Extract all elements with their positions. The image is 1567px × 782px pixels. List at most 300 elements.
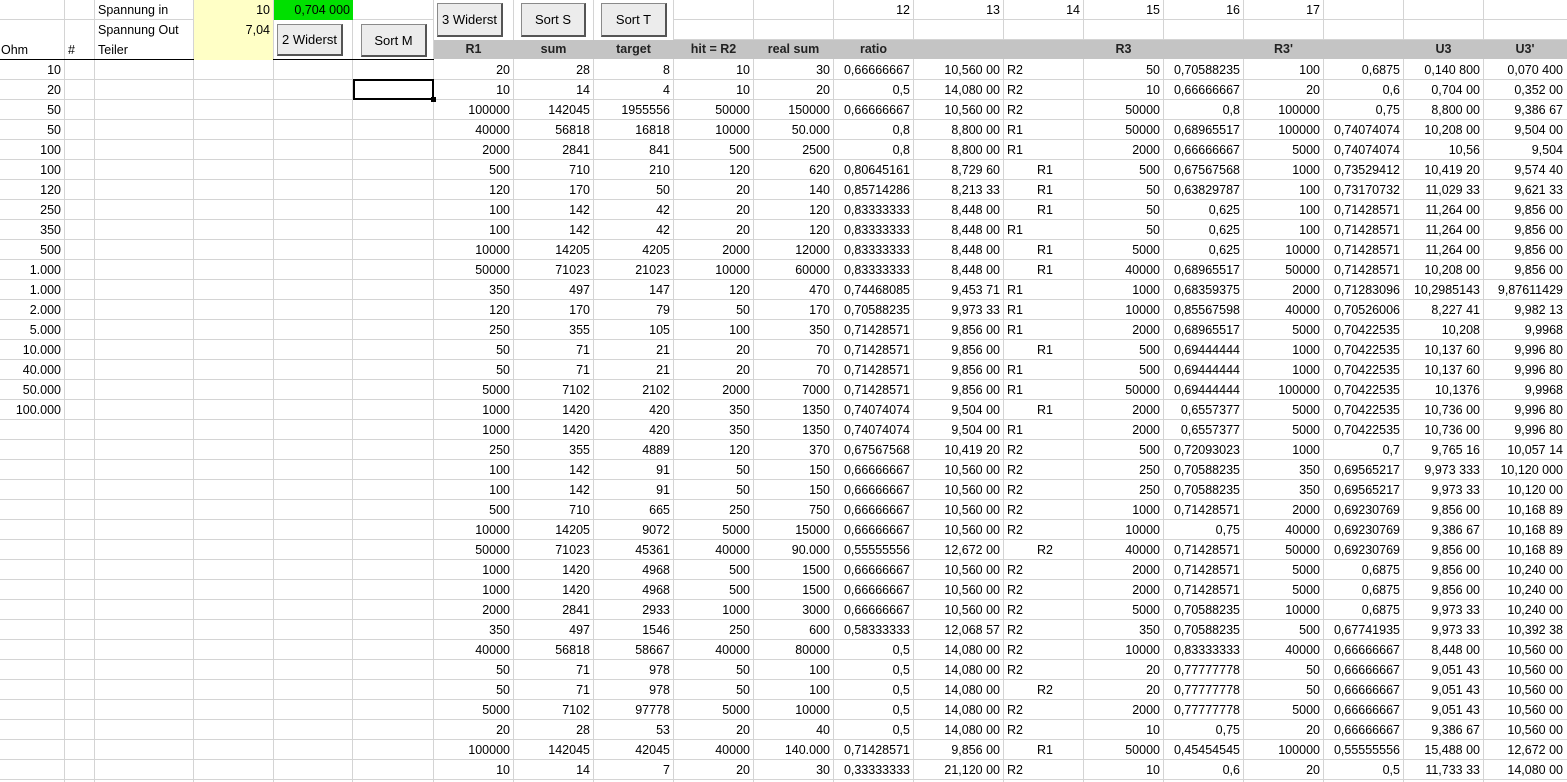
- table-cell[interactable]: 90.000: [791, 543, 830, 557]
- table-cell[interactable]: 10: [496, 763, 510, 777]
- table-cell[interactable]: 8,800 00: [951, 123, 1000, 137]
- table-cell[interactable]: 0,58333333: [843, 623, 910, 637]
- selected-cell[interactable]: [353, 79, 434, 100]
- table-cell[interactable]: 497: [569, 623, 590, 637]
- table-cell[interactable]: 50000: [1285, 263, 1320, 277]
- table-cell[interactable]: R1: [1037, 163, 1053, 177]
- table-cell[interactable]: 20: [1306, 83, 1320, 97]
- table-cell[interactable]: [1034, 720, 1084, 740]
- table-cell[interactable]: R2: [1007, 63, 1023, 77]
- table-cell[interactable]: 8,800 00: [951, 143, 1000, 157]
- table-cell[interactable]: 0,69444444: [1173, 383, 1240, 397]
- table-cell[interactable]: 100000: [468, 743, 510, 757]
- table-cell[interactable]: 0,75: [1375, 103, 1400, 117]
- table-cell[interactable]: 470: [809, 283, 830, 297]
- table-cell[interactable]: 21023: [635, 263, 670, 277]
- table-cell[interactable]: 0,68359375: [1173, 283, 1240, 297]
- table-cell[interactable]: 0,68965517: [1173, 263, 1240, 277]
- table-cell[interactable]: 12,672 00: [1507, 743, 1563, 757]
- table-cell[interactable]: 5000: [1292, 583, 1320, 597]
- table-cell[interactable]: 50: [1306, 663, 1320, 677]
- table-cell[interactable]: 0,71428571: [843, 323, 910, 337]
- table-cell[interactable]: 40000: [715, 643, 750, 657]
- table-cell[interactable]: 20: [1146, 683, 1160, 697]
- table-cell[interactable]: 5000: [482, 383, 510, 397]
- table-cell[interactable]: 10: [736, 83, 750, 97]
- table-cell[interactable]: [1034, 700, 1084, 720]
- table-cell[interactable]: 10,208: [1441, 323, 1480, 337]
- table-cell[interactable]: 9,996 80: [1514, 363, 1563, 377]
- table-cell[interactable]: 7: [663, 763, 670, 777]
- table-cell[interactable]: 5000: [722, 523, 750, 537]
- table-cell[interactable]: 10,137 60: [1424, 343, 1480, 357]
- table-cell[interactable]: 9,856 00: [1431, 583, 1480, 597]
- table-cell[interactable]: 5000: [1292, 703, 1320, 717]
- table-cell[interactable]: 56818: [555, 643, 590, 657]
- table-cell[interactable]: 150: [809, 483, 830, 497]
- table-cell[interactable]: 7102: [562, 703, 590, 717]
- table-cell[interactable]: 2000: [1132, 583, 1160, 597]
- table-cell[interactable]: 10,560 00: [944, 463, 1000, 477]
- table-cell[interactable]: 2000: [1292, 503, 1320, 517]
- table-cell[interactable]: 0,69230769: [1333, 523, 1400, 537]
- table-cell[interactable]: 665: [649, 503, 670, 517]
- table-cell[interactable]: 1000: [1292, 363, 1320, 377]
- table-cell[interactable]: 0,85567598: [1173, 303, 1240, 317]
- table-cell[interactable]: 2000: [1132, 323, 1160, 337]
- table-cell[interactable]: 500: [729, 583, 750, 597]
- table-cell[interactable]: 0,6557377: [1180, 403, 1240, 417]
- table-cell[interactable]: 10,240 00: [1507, 563, 1563, 577]
- table-cell[interactable]: 10: [1146, 763, 1160, 777]
- spannung-out-value[interactable]: 7,04: [194, 20, 273, 40]
- table-cell[interactable]: 50000: [1125, 123, 1160, 137]
- table-cell[interactable]: [1034, 140, 1084, 160]
- table-cell[interactable]: 50000: [1125, 103, 1160, 117]
- table-cell[interactable]: 9,9968: [1524, 383, 1563, 397]
- table-cell[interactable]: 620: [809, 163, 830, 177]
- table-cell[interactable]: 0,5: [892, 643, 910, 657]
- table-cell[interactable]: 0,625: [1208, 243, 1240, 257]
- table-cell[interactable]: 45361: [635, 543, 670, 557]
- table-cell[interactable]: 14,080 00: [944, 723, 1000, 737]
- table-cell[interactable]: 9,453 71: [951, 283, 1000, 297]
- table-cell[interactable]: 8,227 41: [1431, 303, 1480, 317]
- ohm-value[interactable]: 50: [47, 123, 61, 137]
- table-cell[interactable]: 100: [729, 323, 750, 337]
- table-cell[interactable]: 10,168 89: [1507, 503, 1563, 517]
- table-cell[interactable]: 250: [489, 443, 510, 457]
- table-cell[interactable]: 1350: [802, 403, 830, 417]
- table-cell[interactable]: 120: [489, 183, 510, 197]
- table-cell[interactable]: 1546: [642, 623, 670, 637]
- table-cell[interactable]: 4889: [642, 443, 670, 457]
- table-cell[interactable]: 142045: [548, 103, 590, 117]
- table-cell[interactable]: 355: [569, 443, 590, 457]
- table-cell[interactable]: 0,70588235: [1173, 623, 1240, 637]
- table-cell[interactable]: 11,733 33: [1425, 763, 1480, 777]
- table-cell[interactable]: 9,856 00: [951, 383, 1000, 397]
- table-cell[interactable]: 5000: [482, 703, 510, 717]
- table-cell[interactable]: 600: [809, 623, 830, 637]
- table-cell[interactable]: 120: [489, 303, 510, 317]
- table-cell[interactable]: 0,704 00: [1431, 83, 1480, 97]
- table-cell[interactable]: 10000: [475, 243, 510, 257]
- table-cell[interactable]: 978: [649, 683, 670, 697]
- table-cell[interactable]: 5000: [1292, 423, 1320, 437]
- table-cell[interactable]: 0,6: [1382, 83, 1400, 97]
- table-cell[interactable]: 9,386 67: [1514, 103, 1563, 117]
- table-cell[interactable]: 10,560 00: [944, 483, 1000, 497]
- table-cell[interactable]: 10000: [1125, 643, 1160, 657]
- table-cell[interactable]: 1350: [802, 423, 830, 437]
- table-cell[interactable]: 9,386 67: [1431, 723, 1480, 737]
- table-cell[interactable]: 50: [736, 663, 750, 677]
- table-cell[interactable]: 0,66666667: [843, 583, 910, 597]
- table-cell[interactable]: 170: [569, 183, 590, 197]
- ohm-value[interactable]: 500: [40, 243, 61, 257]
- table-cell[interactable]: 250: [729, 503, 750, 517]
- table-cell[interactable]: 70: [816, 343, 830, 357]
- table-cell[interactable]: 1000: [482, 583, 510, 597]
- table-cell[interactable]: 170: [569, 303, 590, 317]
- column-header[interactable]: [1004, 40, 1083, 59]
- table-cell[interactable]: 1000: [722, 603, 750, 617]
- column-header[interactable]: hit = R2: [690, 42, 737, 56]
- table-cell[interactable]: 10: [496, 83, 510, 97]
- table-cell[interactable]: 0,70588235: [1173, 63, 1240, 77]
- table-cell[interactable]: 10000: [715, 263, 750, 277]
- column-header[interactable]: R3': [1274, 42, 1293, 56]
- table-cell[interactable]: 10: [1146, 723, 1160, 737]
- table-cell[interactable]: 0,68965517: [1173, 323, 1240, 337]
- ohm-value[interactable]: 20: [47, 83, 61, 97]
- table-cell[interactable]: [1034, 420, 1084, 440]
- table-cell[interactable]: 50: [656, 183, 670, 197]
- table-cell[interactable]: 140: [809, 183, 830, 197]
- table-cell[interactable]: 0,74074074: [843, 423, 910, 437]
- spannung-in-result[interactable]: 0,704 000: [274, 0, 353, 20]
- table-cell[interactable]: 0,70422535: [1333, 343, 1400, 357]
- table-cell[interactable]: 0,66666667: [843, 63, 910, 77]
- table-cell[interactable]: 20: [1146, 663, 1160, 677]
- table-cell[interactable]: 9,996 80: [1514, 423, 1563, 437]
- table-cell[interactable]: 4968: [642, 563, 670, 577]
- table-cell[interactable]: 2933: [642, 603, 670, 617]
- table-cell[interactable]: 0,70422535: [1333, 323, 1400, 337]
- table-cell[interactable]: 0,73170732: [1333, 183, 1400, 197]
- table-cell[interactable]: 40000: [715, 743, 750, 757]
- table-cell[interactable]: 50: [736, 463, 750, 477]
- table-cell[interactable]: 500: [489, 503, 510, 517]
- table-cell[interactable]: 8,800 00: [1431, 103, 1480, 117]
- table-cell[interactable]: [1034, 600, 1084, 620]
- ohm-value[interactable]: 10: [47, 63, 61, 77]
- table-cell[interactable]: 250: [1139, 483, 1160, 497]
- table-cell[interactable]: 40000: [1285, 643, 1320, 657]
- table-cell[interactable]: 20: [1306, 723, 1320, 737]
- table-cell[interactable]: 2000: [1132, 423, 1160, 437]
- table-cell[interactable]: R1: [1037, 343, 1053, 357]
- table-cell[interactable]: 0,69565217: [1333, 483, 1400, 497]
- table-cell[interactable]: 100000: [468, 103, 510, 117]
- table-cell[interactable]: 16818: [635, 123, 670, 137]
- table-cell[interactable]: 100000: [1278, 123, 1320, 137]
- table-cell[interactable]: 50: [1146, 63, 1160, 77]
- table-cell[interactable]: 10,560 00: [1507, 663, 1563, 677]
- table-cell[interactable]: [1034, 220, 1084, 240]
- table-cell[interactable]: 500: [1299, 623, 1320, 637]
- table-cell[interactable]: 250: [1139, 463, 1160, 477]
- ohm-value[interactable]: 120: [40, 183, 61, 197]
- table-cell[interactable]: 80000: [795, 643, 830, 657]
- table-cell[interactable]: R1: [1007, 323, 1023, 337]
- table-cell[interactable]: 0,71428571: [843, 743, 910, 757]
- table-cell[interactable]: R1: [1007, 123, 1023, 137]
- table-cell[interactable]: 0,67567568: [843, 443, 910, 457]
- table-cell[interactable]: 50: [496, 363, 510, 377]
- table-cell[interactable]: 0,71428571: [843, 383, 910, 397]
- table-cell[interactable]: 0,71428571: [1333, 263, 1400, 277]
- table-cell[interactable]: R2: [1037, 683, 1053, 697]
- table-cell[interactable]: 21,120 00: [944, 763, 1000, 777]
- table-cell[interactable]: 10,120 000: [1500, 463, 1563, 477]
- table-cell[interactable]: 120: [809, 223, 830, 237]
- table-cell[interactable]: 14,080 00: [944, 703, 1000, 717]
- table-cell[interactable]: 5000: [1132, 603, 1160, 617]
- table-cell[interactable]: 9,504 00: [1514, 123, 1563, 137]
- table-cell[interactable]: 100: [1299, 223, 1320, 237]
- table-cell[interactable]: [1034, 280, 1084, 300]
- table-cell[interactable]: 0,71428571: [843, 363, 910, 377]
- table-cell[interactable]: 0,71428571: [843, 343, 910, 357]
- table-cell[interactable]: [1034, 100, 1084, 120]
- table-cell[interactable]: 10,560 00: [944, 503, 1000, 517]
- table-cell[interactable]: 5000: [722, 703, 750, 717]
- table-cell[interactable]: 1955556: [621, 103, 670, 117]
- table-cell[interactable]: 0,74074074: [1333, 123, 1400, 137]
- table-cell[interactable]: 2000: [1132, 143, 1160, 157]
- table-cell[interactable]: 14,080 00: [944, 643, 1000, 657]
- table-cell[interactable]: 50: [496, 663, 510, 677]
- table-cell[interactable]: 10000: [715, 123, 750, 137]
- table-cell[interactable]: 0,71428571: [1333, 243, 1400, 257]
- table-cell[interactable]: 20: [736, 343, 750, 357]
- table-cell[interactable]: R2: [1007, 83, 1023, 97]
- table-cell[interactable]: 0,55555556: [843, 543, 910, 557]
- table-cell[interactable]: 0,83333333: [843, 263, 910, 277]
- table-cell[interactable]: 10,168 89: [1507, 543, 1563, 557]
- table-cell[interactable]: 70: [816, 363, 830, 377]
- table-cell[interactable]: 120: [809, 203, 830, 217]
- table-cell[interactable]: 841: [649, 143, 670, 157]
- table-cell[interactable]: 2500: [802, 143, 830, 157]
- table-cell[interactable]: 97778: [635, 703, 670, 717]
- table-cell[interactable]: 120: [729, 443, 750, 457]
- table-cell[interactable]: 10,736 00: [1424, 423, 1480, 437]
- table-cell[interactable]: 1000: [1132, 283, 1160, 297]
- table-cell[interactable]: 0,66666667: [843, 603, 910, 617]
- ohm-value[interactable]: 100.000: [15, 403, 61, 417]
- table-cell[interactable]: 497: [569, 283, 590, 297]
- table-cell[interactable]: 0,6875: [1361, 63, 1400, 77]
- table-cell[interactable]: 500: [1139, 163, 1160, 177]
- table-cell[interactable]: 8,448 00: [1431, 643, 1480, 657]
- table-cell[interactable]: 10,208 00: [1424, 123, 1480, 137]
- table-cell[interactable]: 0,66666667: [1173, 143, 1240, 157]
- table-cell[interactable]: R2: [1007, 523, 1023, 537]
- table-cell[interactable]: R1: [1007, 303, 1023, 317]
- table-cell[interactable]: 2841: [562, 603, 590, 617]
- table-cell[interactable]: 9,856 00: [1431, 563, 1480, 577]
- table-cell[interactable]: 9,87611429: [1497, 283, 1563, 297]
- table-cell[interactable]: 40000: [1285, 303, 1320, 317]
- table-cell[interactable]: 0,63829787: [1173, 183, 1240, 197]
- table-cell[interactable]: 4: [663, 83, 670, 97]
- table-cell[interactable]: 2000: [1132, 703, 1160, 717]
- table-cell[interactable]: 10,168 89: [1507, 523, 1563, 537]
- table-cell[interactable]: 0,77777778: [1173, 663, 1240, 677]
- table-cell[interactable]: 10,240 00: [1507, 583, 1563, 597]
- table-cell[interactable]: 0,80645161: [843, 163, 910, 177]
- table-cell[interactable]: 10,240 00: [1507, 603, 1563, 617]
- table-cell[interactable]: 10,736 00: [1424, 403, 1480, 417]
- column-header[interactable]: real sum: [767, 42, 820, 56]
- ohm-value[interactable]: 250: [40, 203, 61, 217]
- table-cell[interactable]: 0,6: [1222, 763, 1240, 777]
- table-cell[interactable]: R1: [1007, 423, 1023, 437]
- table-cell[interactable]: 120: [729, 283, 750, 297]
- table-cell[interactable]: 12,672 00: [944, 543, 1000, 557]
- table-cell[interactable]: R1: [1007, 283, 1023, 297]
- table-cell[interactable]: 0,8: [892, 123, 910, 137]
- table-cell[interactable]: 0,352 00: [1514, 83, 1563, 97]
- table-cell[interactable]: [1034, 480, 1084, 500]
- table-cell[interactable]: 0,70422535: [1333, 363, 1400, 377]
- table-cell[interactable]: 40: [816, 723, 830, 737]
- table-cell[interactable]: 0,625: [1208, 223, 1240, 237]
- table-cell[interactable]: 1000: [1292, 163, 1320, 177]
- table-cell[interactable]: 20: [496, 723, 510, 737]
- table-cell[interactable]: 3000: [802, 603, 830, 617]
- table-cell[interactable]: 15,488 00: [1424, 743, 1480, 757]
- column-header[interactable]: [914, 40, 1003, 59]
- table-cell[interactable]: 5000: [1292, 143, 1320, 157]
- table-cell[interactable]: 0,69230769: [1333, 543, 1400, 557]
- table-cell[interactable]: 0,6557377: [1180, 423, 1240, 437]
- table-cell[interactable]: 14,080 00: [944, 683, 1000, 697]
- table-cell[interactable]: 100: [1299, 203, 1320, 217]
- table-cell[interactable]: 0,67741935: [1333, 623, 1400, 637]
- table-cell[interactable]: 0,83333333: [843, 203, 910, 217]
- table-cell[interactable]: 40000: [475, 643, 510, 657]
- table-cell[interactable]: 10,560 00: [944, 583, 1000, 597]
- table-cell[interactable]: 8,729 60: [951, 163, 1000, 177]
- table-cell[interactable]: 0,70588235: [1173, 463, 1240, 477]
- table-cell[interactable]: 100: [1299, 183, 1320, 197]
- table-cell[interactable]: 100000: [1278, 743, 1320, 757]
- table-cell[interactable]: 9,856 00: [1514, 203, 1563, 217]
- table-cell[interactable]: 40000: [1285, 523, 1320, 537]
- table-cell[interactable]: 100: [809, 683, 830, 697]
- table-cell[interactable]: 20: [736, 723, 750, 737]
- table-cell[interactable]: 71: [576, 663, 590, 677]
- table-cell[interactable]: 0,70526006: [1333, 303, 1400, 317]
- table-cell[interactable]: R2: [1007, 703, 1023, 717]
- table-cell[interactable]: 10,137 60: [1424, 363, 1480, 377]
- table-cell[interactable]: 100: [809, 663, 830, 677]
- table-cell[interactable]: 20: [736, 363, 750, 377]
- table-cell[interactable]: 9,973 33: [1431, 623, 1480, 637]
- table-cell[interactable]: 7000: [802, 383, 830, 397]
- table-cell[interactable]: 10: [1146, 83, 1160, 97]
- table-cell[interactable]: 71: [576, 363, 590, 377]
- table-cell[interactable]: 100: [489, 463, 510, 477]
- table-cell[interactable]: 9,765 16: [1431, 443, 1480, 457]
- table-cell[interactable]: 9,856 00: [1431, 503, 1480, 517]
- table-cell[interactable]: R2: [1007, 663, 1023, 677]
- table-cell[interactable]: 56818: [555, 123, 590, 137]
- table-cell[interactable]: 53: [656, 723, 670, 737]
- table-cell[interactable]: 10,419 20: [1424, 163, 1480, 177]
- table-cell[interactable]: 105: [649, 323, 670, 337]
- table-cell[interactable]: 0,69444444: [1173, 363, 1240, 377]
- table-cell[interactable]: 10000: [1285, 603, 1320, 617]
- table-cell[interactable]: 0,71428571: [1173, 543, 1240, 557]
- table-cell[interactable]: 4205: [642, 243, 670, 257]
- table-cell[interactable]: 9,856 00: [951, 743, 1000, 757]
- table-cell[interactable]: 0,71283096: [1333, 283, 1400, 297]
- table-cell[interactable]: 0,66666667: [1333, 723, 1400, 737]
- table-cell[interactable]: 10,560 00: [1507, 703, 1563, 717]
- column-header[interactable]: ratio: [859, 42, 888, 56]
- table-cell[interactable]: 50: [496, 343, 510, 357]
- table-cell[interactable]: 0,74074074: [843, 403, 910, 417]
- table-cell[interactable]: [1034, 380, 1084, 400]
- table-cell[interactable]: [1034, 60, 1084, 80]
- table-cell[interactable]: R2: [1007, 583, 1023, 597]
- table-cell[interactable]: 28: [576, 723, 590, 737]
- table-cell[interactable]: R1: [1007, 383, 1023, 397]
- table-cell[interactable]: 79: [656, 303, 670, 317]
- table-cell[interactable]: 2000: [482, 603, 510, 617]
- table-cell[interactable]: 42: [656, 203, 670, 217]
- table-cell[interactable]: 9,621 33: [1514, 183, 1563, 197]
- table-cell[interactable]: 50: [1306, 683, 1320, 697]
- table-cell[interactable]: 0,70422535: [1333, 403, 1400, 417]
- table-cell[interactable]: 10,2985143: [1413, 283, 1480, 297]
- table-cell[interactable]: 0,69565217: [1333, 463, 1400, 477]
- sort-t-button[interactable]: [601, 3, 667, 37]
- ohm-value[interactable]: 1.000: [29, 263, 61, 277]
- table-cell[interactable]: 10,120 00: [1507, 483, 1563, 497]
- table-cell[interactable]: 1000: [482, 563, 510, 577]
- table-cell[interactable]: 0,66666667: [843, 503, 910, 517]
- table-cell[interactable]: 0,66666667: [1333, 703, 1400, 717]
- table-cell[interactable]: 9,051 43: [1431, 703, 1480, 717]
- table-cell[interactable]: 9,973 33: [951, 303, 1000, 317]
- table-cell[interactable]: 9,9968: [1524, 323, 1563, 337]
- table-cell[interactable]: 0,83333333: [843, 243, 910, 257]
- table-cell[interactable]: 250: [489, 323, 510, 337]
- ohm-value[interactable]: 5.000: [29, 323, 61, 337]
- table-cell[interactable]: 8: [663, 63, 670, 77]
- table-cell[interactable]: 4968: [642, 583, 670, 597]
- table-cell[interactable]: 9,982 13: [1514, 303, 1563, 317]
- table-cell[interactable]: 50000: [475, 263, 510, 277]
- table-cell[interactable]: 14,080 00: [944, 663, 1000, 677]
- table-cell[interactable]: 0,140 800: [1424, 63, 1480, 77]
